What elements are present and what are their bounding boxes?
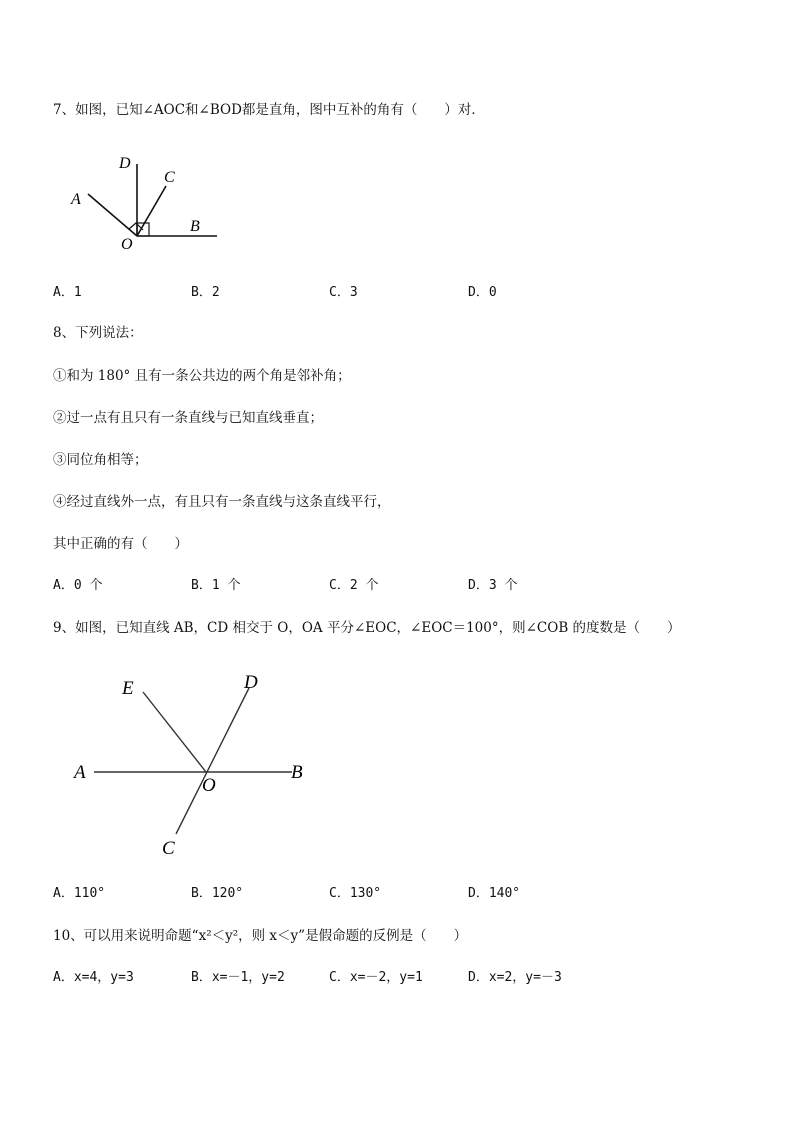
q10-option-b[interactable]: B．x=－1，y=2 xyxy=(191,970,285,985)
q9-label-c: C xyxy=(162,838,175,859)
q7-label-d: D xyxy=(119,155,131,172)
q8-statement-2: ②过一点有且只有一条直线与已知直线垂直； xyxy=(53,410,323,426)
q7-option-c[interactable]: C．3 xyxy=(329,285,358,300)
q9-line-cd xyxy=(176,688,249,834)
q9-stem: 9、如图，已知直线 AB，CD 相交于 O，OA 平分∠EOC，∠EOC＝100°，则∠COB 的度数是（ ） xyxy=(53,620,681,636)
q7-option-b[interactable]: B．2 xyxy=(191,285,220,300)
q8-question: 其中正确的有（ ） xyxy=(53,536,188,552)
q9-label-e: E xyxy=(122,678,134,699)
q8-option-c[interactable]: C．2 个 xyxy=(329,578,379,593)
q8-option-a[interactable]: A．0 个 xyxy=(53,578,103,593)
q10-stem: 10、可以用来说明命题“x²＜y²，则 x＜y”是假命题的反例是（ ） xyxy=(53,928,468,944)
q7-option-d[interactable]: D．0 xyxy=(468,285,497,300)
q8-statement-1: ①和为 180° 且有一条公共边的两个角是邻补角； xyxy=(53,368,351,384)
q8-stem: 8、下列说法： xyxy=(53,325,143,341)
q9-option-c[interactable]: C．130° xyxy=(329,886,382,901)
q9-figure xyxy=(70,668,330,868)
q7-label-b: B xyxy=(190,218,200,235)
q9-label-a: A xyxy=(74,762,86,783)
q9-label-b: B xyxy=(291,762,303,783)
q9-option-d[interactable]: D．140° xyxy=(468,886,521,901)
q9-option-b[interactable]: B．120° xyxy=(191,886,244,901)
q9-label-d: D xyxy=(244,672,258,693)
q9-ray-oe xyxy=(143,692,206,772)
q10-option-c[interactable]: C．x=－2，y=1 xyxy=(329,970,423,985)
q10-option-a[interactable]: A．x=4，y=3 xyxy=(53,970,134,985)
q10-option-d[interactable]: D．x=2，y=－3 xyxy=(468,970,562,985)
q8-statement-3: ③同位角相等； xyxy=(53,452,148,468)
q8-option-d[interactable]: D．3 个 xyxy=(468,578,518,593)
q7-figure xyxy=(60,150,260,260)
q7-label-c: C xyxy=(164,169,175,186)
q7-ray-oa xyxy=(88,194,137,236)
q9-option-a[interactable]: A．110° xyxy=(53,886,106,901)
q7-label-o: O xyxy=(121,236,133,253)
q7-label-a: A xyxy=(71,191,81,208)
q7-option-a[interactable]: A．1 xyxy=(53,285,82,300)
q8-statement-4: ④经过直线外一点，有且只有一条直线与这条直线平行， xyxy=(53,494,391,510)
q8-option-b[interactable]: B．1 个 xyxy=(191,578,241,593)
q7-stem: 7、如图，已知∠AOC和∠BOD都是直角，图中互补的角有（ ）对． xyxy=(53,102,485,118)
q9-label-o: O xyxy=(202,775,216,796)
